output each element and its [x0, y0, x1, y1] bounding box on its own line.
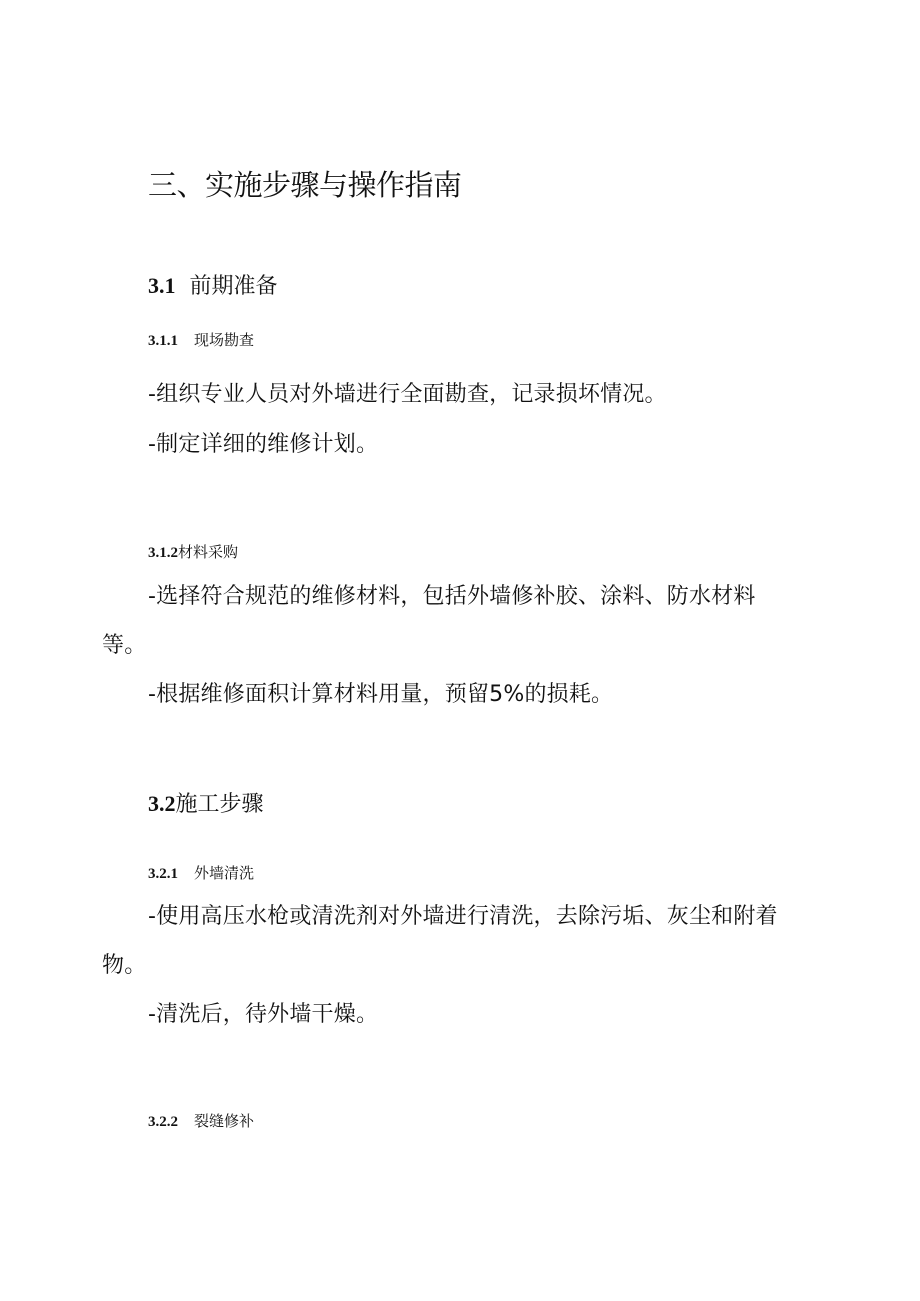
section-number: 3.1: [148, 273, 176, 298]
paragraph-continuation: 等。: [102, 633, 147, 658]
section-heading-3-1: [148, 275, 278, 298]
paragraph: -清洗后，待外墙干燥。: [148, 1002, 379, 1027]
subsection-heading-3-2-1: [148, 866, 254, 882]
paragraph-continuation: 物。: [102, 953, 147, 978]
subsection-number: 3.2.2: [148, 1114, 178, 1130]
paragraph: -根据维修面积计算材料用量，预留5%的损耗。: [148, 682, 614, 707]
subsection-number: 3.2.1: [148, 866, 178, 882]
paragraph: -制定详细的维修计划。: [148, 432, 379, 457]
section-title: 施工步骤: [175, 792, 264, 817]
subsection-heading-3-2-2: [148, 1114, 254, 1130]
section-title: 前期准备: [189, 274, 278, 299]
paragraph: -选择符合规范的维修材料，包括外墙修补胶、涂料、防水材料: [148, 584, 756, 609]
paragraph: -使用高压水枪或清洗剂对外墙进行清洗，去除污垢、灰尘和附着: [148, 904, 778, 929]
subsection-number: 3.1.1: [148, 333, 178, 349]
section-heading-3-2: [148, 793, 264, 816]
paragraph: -组织专业人员对外墙进行全面勘查，记录损坏情况。: [148, 382, 667, 407]
subsection-heading-3-1-1: [148, 333, 254, 349]
subsection-heading-3-1-2: [148, 545, 238, 561]
subsection-title: 外墙清洗: [194, 864, 255, 882]
subsection-title: 现场勘查: [194, 331, 255, 349]
subsection-title: 裂缝修补: [194, 1112, 255, 1130]
subsection-number: 3.1.2: [148, 545, 178, 561]
chapter-title: 三、实施步骤与操作指南: [148, 168, 462, 202]
section-number: 3.2: [148, 791, 176, 816]
subsection-title: 材料采购: [178, 543, 239, 561]
